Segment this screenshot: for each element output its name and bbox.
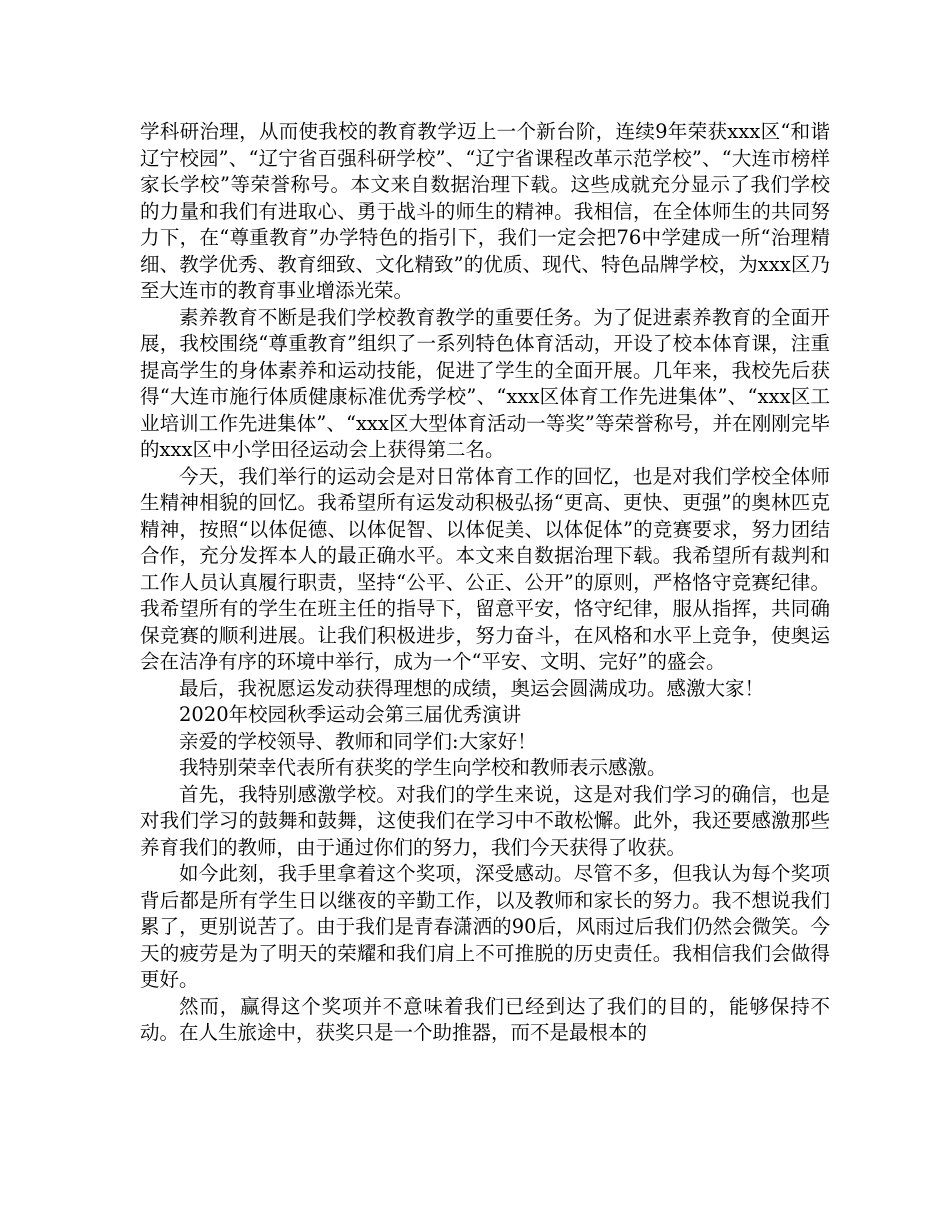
paragraph-quality-education: 素养教育不断是我们学校教育教学的重要任务。为了促进素养教育的全面开展，我校围绕“尊重教育”组织了一系列特色体育活动，开设了校本体育课，注重提高学生的身体素养和运动技能，促进了学生的全面开展。几年来，我校先后获得“大连市施行体质健康标准优秀学校”、“xxx区体育工作先进集体”、“xxx区工业培训工作先进集体”、“xxx区大型体育活动一等奖”等荣誉称号，并在刚刚完毕的xxx区中小学田径运动会上获得第二名。 [140,305,830,461]
paragraph-closing-wishes: 最后，我祝愿运发动获得理想的成绩，奥运会圆满成功。感激大家！ [179,676,765,700]
paragraph-not-the-end: 然而，赢得这个奖项并不意味着我们已经到达了我们的目的，能够保持不动。在人生旅途中，获奖只是一个助推器，而不是最根本的 [140,994,830,1044]
paragraph-sports-meet: 今天，我们举行的运动会是对日常体育工作的回忆，也是对我们学校全体师生精神相貌的回忆。我希望所有运发动积极弘扬“更高、更快、更强”的奥林匹克精神，按照“以体促德、以体促智、以体促美、以体促体”的竞赛要求，努力团结合作，充分发挥本人的最正确水平。本文来自数据治理下载。我希望所有裁判和工作人员认真履行职责，坚持“公平、公正、公开”的原则，严格恪守竞赛纪律。我希望所有的学生在班主任的指导下，留意平安，恪守纪律，服从指挥，共同确保竞赛的顺利进展。让我们积极进步，努力奋斗，在风格和水平上竞争，使奥运会在洁净有序的环境中举行，成为一个“平安、文明、完好”的盛会。 [140,464,830,673]
speech-title: 2020年校园秋季运动会第三届优秀演讲 [179,703,522,726]
document-body [140,119,830,1047]
paragraph-award-feelings: 如今此刻，我手里拿着这个奖项，深受感动。尽管不多，但我认为每个奖项背后都是所有学生日以继夜的辛勤工作，以及教师和家长的努力。我不想说我们累了，更别说苦了。由于我们是青春潇洒的90后，风雨过后我们仍然会微笑。今天的疲劳是为了明天的荣耀和我们肩上不可推脱的历史责任。我相信我们会做得更好。 [140,862,830,991]
speech-greeting: 亲爱的学校领导、教师和同学们:大家好！ [179,729,537,753]
paragraph-gratitude-intro: 我特别荣幸代表所有获奖的学生向学校和教师表示感激。 [179,756,667,779]
paragraph-thanks-school: 首先，我特别感激学校。对我们的学生来说，这是对我们学习的确信，也是对我们学习的鼓舞和鼓舞，这使我们在学习中不敢松懈。此外，我还要感激那些养育我们的教师，由于通过你们的努力，我们今天获得了收获。 [140,782,830,859]
paragraph-continuation: 学科研治理，从而使我校的教育教学迈上一个新台阶，连续9年荣获xxx区“和谐辽宁校园”、“辽宁省百强科研学校”、“辽宁省课程改革示范学校”、“大连市榜样家长学校”等荣誉称号。本文来自数据治理下载。这些成就充分显示了我们学校的力量和我们有进取心、勇于战斗的师生的精神。我相信，在全体师生的共同努力下，在“尊重教育”办学特色的指引下，我们一定会把76中学建成一所“治理精细、教学优秀、教育细致、文化精致”的优质、现代、特色品牌学校，为xxx区乃至大连市的教育事业增添光荣。 [140,120,830,302]
